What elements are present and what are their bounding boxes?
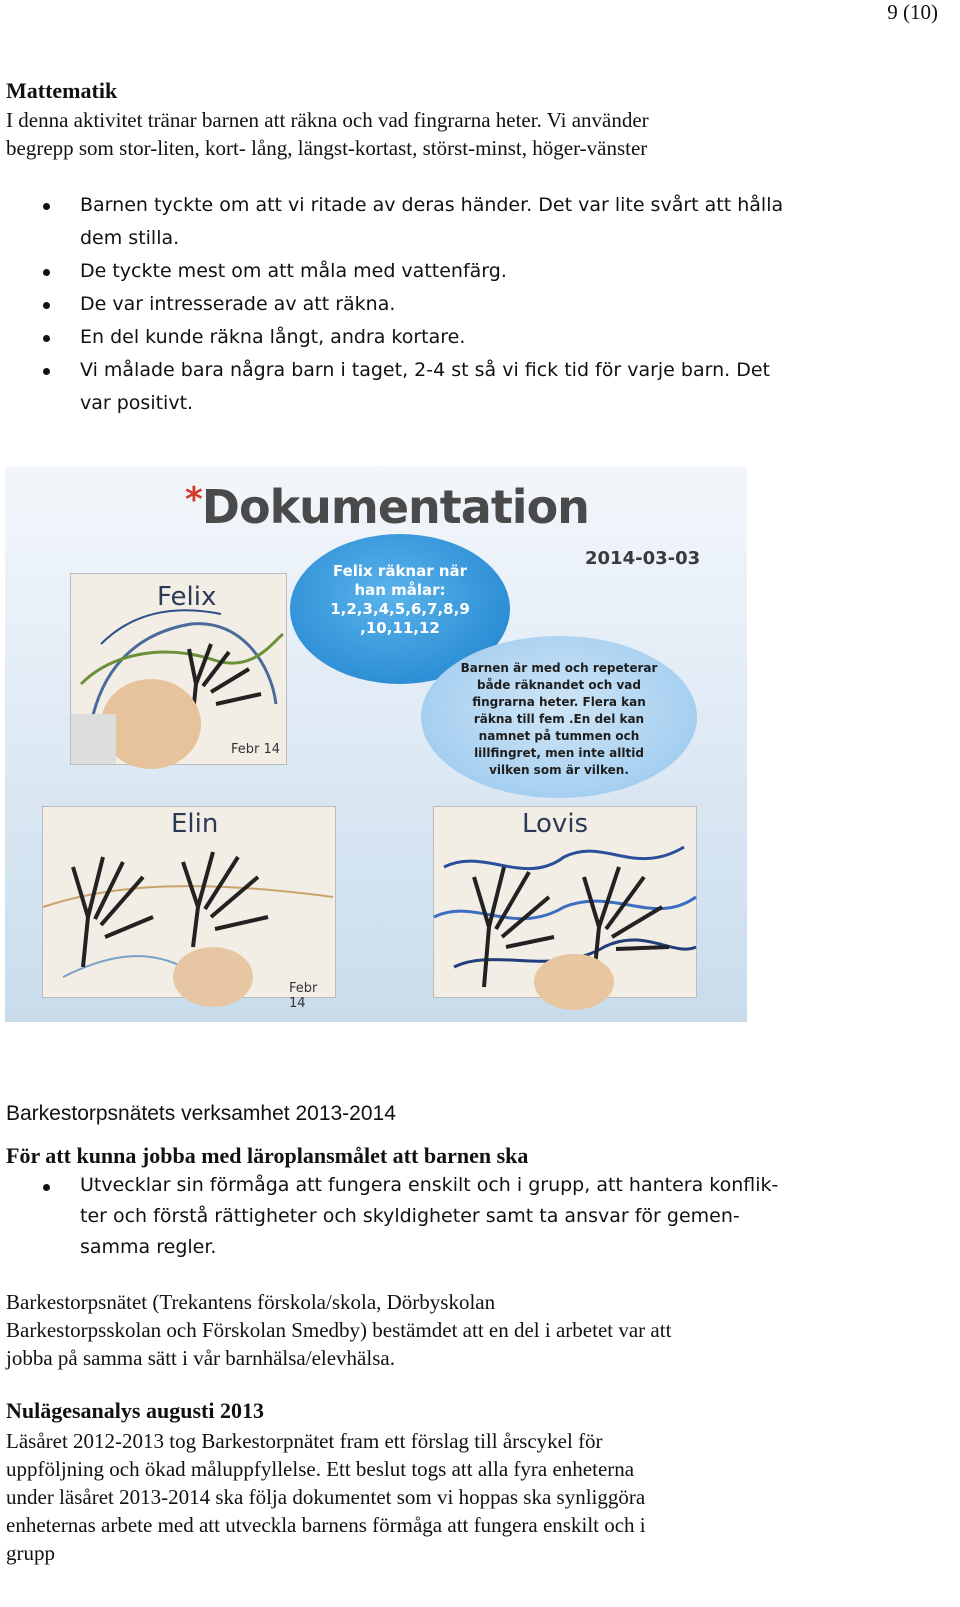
- page-number: 9 (10): [887, 0, 938, 24]
- math-intro-line: begrepp som stor-liten, kort- lång, längst-kortast, störst-minst, höger-vänster: [6, 136, 648, 160]
- bullet-icon: [43, 203, 50, 210]
- goal-heading: För att kunna jobba med läroplansmålet att barnen ska: [6, 1143, 529, 1168]
- bullet-icon: [43, 269, 50, 276]
- image-date: 2014-03-03: [585, 548, 701, 569]
- drawing-date: Febr 14: [289, 981, 318, 1011]
- analysis-heading: Nulägesanalys augusti 2013: [6, 1398, 264, 1423]
- list-item: Barnen tyckte om att vi ritade av deras händer. Det var lite svårt att hålla dem stilla.: [0, 189, 920, 255]
- bullet-icon: [43, 368, 50, 375]
- analysis-paragraph: Läsåret 2012-2013 tog Barkestorpnätet fram ett förslag till årscykel för uppföljning och ökad måluppfyllelse. Ett beslut togs att alla fyra enheterna under läsåret 2013-2014 ska följa dokumentet som vi hoppas ska synliggöra enheternas arbete med att utveckla barnens förmåga att fungera enskilt och i grupp: [6, 1429, 646, 1565]
- list-item: Utvecklar sin förmåga att fungera enskilt och i grupp, att hantera konflik- ter och förstå rättigheter och skyldigheter samt ta ansvar för gemen- samma regler.: [0, 1170, 900, 1263]
- drawing-date: Febr 14: [231, 742, 281, 757]
- photo-elin: [42, 806, 336, 1011]
- bullet-icon: [43, 335, 50, 342]
- image-title: *Dokumentation: [185, 480, 589, 534]
- child-name: Lovis: [522, 809, 589, 839]
- list-item: Vi målade bara några barn i taget, 2-4 st så vi fick tid för varje barn. Det var positivt.: [0, 354, 920, 420]
- math-heading: Mattematik: [6, 78, 118, 103]
- list-item: De tyckte mest om att måla med vattenfärg.: [0, 255, 920, 288]
- math-intro-line: I denna aktivitet tränar barnen att räkna och vad fingrarna heter. Vi använder: [6, 108, 649, 132]
- goal-bullet-list: [0, 1170, 900, 1263]
- documentation-image: [5, 466, 747, 1022]
- child-name: Felix: [157, 582, 217, 612]
- math-bullet-list: [0, 189, 920, 420]
- bullet-icon: [43, 302, 50, 309]
- bullet-icon: [43, 1184, 50, 1191]
- speech-bubble-repetition: Barnen är med och repeterar både räknandet och vad fingrarna heter. Flera kan räkna till fem .En del kan namnet på tummen och lillfingret, men inte alltid vilken som är vilken.: [421, 636, 697, 798]
- speech-bubble-counting: Felix räknar när han målar: 1,2,3,4,5,6,7,8,9 ,10,11,12: [290, 534, 510, 684]
- list-item: En del kunde räkna långt, andra kortare.: [0, 321, 920, 354]
- network-section-title: Barkestorpsnätets verksamhet 2013-2014: [6, 1102, 396, 1125]
- child-name: Elin: [171, 809, 219, 839]
- math-intro: [6, 106, 946, 162]
- photo-lovis: [433, 806, 697, 998]
- photo-felix: [70, 573, 287, 765]
- network-paragraph: Barkestorpsnätet (Trekantens förskola/skola, Dörbyskolan Barkestorpsskolan och Förskolan Smedby) bestämdet att en del i arbetet var att jobba på samma sätt i vår barnhälsa/elevhälsa.: [6, 1290, 672, 1370]
- list-item: De var intresserade av att räkna.: [0, 288, 920, 321]
